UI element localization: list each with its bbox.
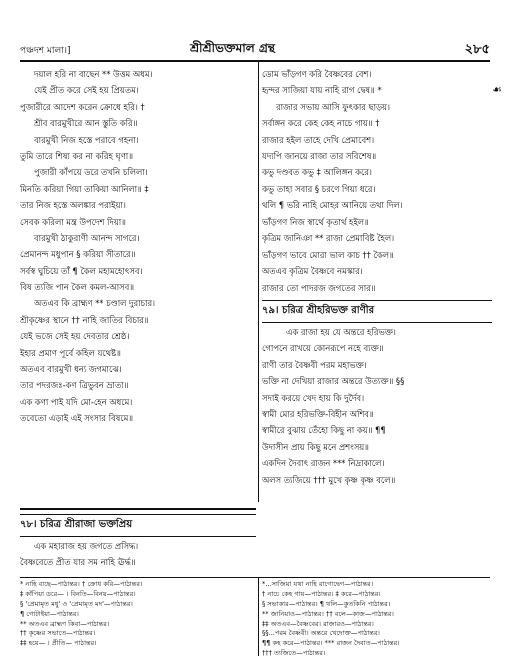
verse-line: রাণী তার বৈষ্ণবী পরম মহাভক্ত। <box>262 359 367 370</box>
verse-line: তুমি তারে শিষ্য কর না করিহ ঘৃণা॥ <box>20 150 133 161</box>
verse-line: সর্বাঙ্গন করে কেহ কেহ নাচে গায়॥ † <box>262 118 380 129</box>
footnote: *...সাজিয়া যথা নাহি রাগোদ্বেগ—পাঠান্তর। <box>262 580 374 588</box>
section-heading-79: ৭৯। চরিত্র শ্রীহরিভক্ত রাণীর <box>262 300 492 323</box>
footnote: ** অতএব ব্রাহ্মণ কিবা—পাঠান্তর। <box>20 619 110 628</box>
verse-line: মিনতি করিয়া গিয়া তাকিয়া আনিলা॥ ‡ <box>20 183 149 194</box>
footnote: §§...পরম বৈষ্ণবী। অন্তরে খেদোক্ত—পাঠান্তর। <box>262 629 380 638</box>
verse-line: সেবক করিলা মন্ত্র উপদেশ দিয়া॥ <box>20 216 126 227</box>
verse-line: শ্রীকৃষ্ণের স্থানে †† নাহি জাতির বিচার॥ <box>20 314 149 325</box>
verse-line: অলস ত্যজিয়ে ††† মুখে কৃষ্ণ কৃষ্ণ বলে॥ <box>262 474 396 485</box>
verse-line: অতএব বারমুখী ধন্য জগমাঝে। <box>20 364 122 375</box>
verse-line: স্বামীরে বুঝায় তেঁহো কিছু না কয়॥ ¶¶ <box>262 425 386 436</box>
verse-line: তার নিজ হস্তে অলঙ্কার পরাইয়া। <box>20 200 126 211</box>
header-book-title: শ্রীশ্রীভক্তমাল গ্রন্থ <box>190 41 275 55</box>
verse-line: বারমুখী নিজ হস্তে পরাবে গহনা। <box>34 134 139 145</box>
verse-line: ইহার প্রমাণ পূর্বে কহিল যথেষ্ট॥ <box>20 347 121 358</box>
verse-line: ভাঁড়গণ নিজ স্বার্থে কৃতার্থ হইল॥ <box>262 217 369 227</box>
verse-line: এক রাজা হয় যে অন্তরে হরিভক্ত। <box>286 327 396 337</box>
header-series: পঞ্চদশ মালা।] <box>20 46 71 56</box>
verse-line: স্বামী মোর হরিভক্তি-বিহীন অশিব॥ <box>262 408 374 419</box>
verse-line: যদ্যপি জানয়ে রাজা তার সবিশেষ॥ <box>262 150 377 161</box>
header-rule <box>20 60 490 62</box>
verse-line: পুজারী কাঁপয়ে ডরে তখনি চলিলা। <box>34 167 148 178</box>
verse-line: এক মহারাজ হয় জগতে প্রসিদ্ধ। <box>34 541 139 551</box>
verse-line: রাজার তো পাদরজ জগতের সার॥ <box>262 282 376 293</box>
verse-line: বৈষ্ণবেতে প্রীত যার সম নাহি ঊর্দ্ধ॥ <box>20 557 136 568</box>
left-column-section <box>20 538 256 571</box>
verse-line: সর্বস্ব ঘুচিয়ে তাঁ ¶ কৈল মহামহোৎসব। <box>20 265 143 276</box>
right-column <box>262 66 492 214</box>
footnote: ** জানিয়াও—পাঠান্তর। †† বলে—কাজ—পাঠান্তর। <box>262 609 394 618</box>
verse-line: তবেতো এড়াই এই সংসার বিষমে॥ <box>20 413 134 424</box>
verse-line: কৃত্রিম জানিঞা ** রাজা প্রেমাবিষ্ট হৈল। <box>262 233 395 244</box>
verse-line: গোপনে রাখয়ে কোনরূপে নহে ব্যক্ত॥ <box>262 343 384 354</box>
verse-line: শ্রীব বারমুখীরে আন স্তুতি করি॥ <box>34 118 138 129</box>
verse-line: তার পদরজঃ-কণ ত্রিভুবন ভ্রাতা॥ <box>20 380 129 391</box>
footnote: ‡‡ হয়ে— । প্রীতি— পাঠান্তর। <box>20 639 97 648</box>
ink-stamp-mark: ☙ <box>492 83 502 96</box>
footnote: †† কৃষ্ণের সভাতে—পাঠান্তর। <box>20 629 96 638</box>
verse-line: অতএব কৃত্রিম বৈষ্ণবে নমস্কার। <box>262 266 363 277</box>
verse-line: যেই প্রীত করে সেই হয় প্রিয়তম। <box>34 85 139 96</box>
verse-line: এক কণা পাই যদি মো-হেন অধমে। <box>20 396 133 407</box>
left-column <box>20 66 256 427</box>
footnote: † নাচে কেহ গায়—পাঠান্তর। ‡ করে—পাঠান্তর। <box>262 589 381 598</box>
section-rule <box>20 508 256 510</box>
verse-line: পুজারীরে আদেশ করেন ক্রোধে হরি। † <box>20 101 145 112</box>
footnote: * নাহি বাছে—পাঠান্তর। † ক্রোধ করি—পাঠান্তর। <box>20 580 143 588</box>
verse-line: অতএব কি ব্রাহ্মণ ** চণ্ডাল দুরাচার। <box>34 298 156 309</box>
running-header <box>20 40 490 58</box>
footnote: § 'প্রেমামৃত মধু' ও 'প্রেমামৃত মদ'—পাঠান্তর। <box>20 599 133 608</box>
verse-line: রাজার সভায় আসি ফুৎকার ছাড়য়। <box>276 101 390 112</box>
verse-line: প্রেমানন্দ মধুপান § করিয়া সীতারে॥ <box>20 249 136 260</box>
right-column-continued <box>262 214 492 296</box>
verse-line: একদিন দৈবাৎ রাজন *** নিদ্রাকালে। <box>262 458 385 469</box>
verse-line: কভু তাহা সবার § চরণে গিয়া ধরে। <box>262 183 376 194</box>
footnote: ‡‡ অতএব—বৈষ্ণবের। রাজারও—পাঠান্তর। <box>262 619 374 628</box>
verse-line: কভু দণ্ডবত কভু ‡ আলিঙ্গন করে। <box>262 167 372 178</box>
footnote: ††† ত্যজিতে—পাঠান্তর। <box>262 649 326 658</box>
column-divider <box>258 62 259 502</box>
verse-line: ভক্তি না দেখিয়া রাজার অন্তরে উত্যক্ত॥ §§ <box>262 376 405 387</box>
footnote: § সভাকার—পাঠান্তর। ¶ থলি—কুতকিনি পাঠান্তর। <box>262 599 391 608</box>
footnotes-right <box>262 580 492 659</box>
footnotes-left <box>20 580 256 649</box>
footnote: ‡ কাঁপিয়া ডরে— । বিনতি—বিনয়—পাঠান্তর। <box>20 589 136 598</box>
footnote-rule <box>20 577 490 578</box>
verse-line: উদাসীন প্রায় কিছু মনে প্রশংসয়॥ <box>262 441 369 452</box>
verse-line: রাজার হইল তাহে দেখি প্রেমাবেশ। <box>262 134 375 145</box>
verse-line: হৃন্দর সাজিয়া যায় নাহি রাগ দ্বেষ॥ * <box>262 85 382 96</box>
footnote-divider <box>258 578 259 656</box>
right-column-section <box>262 324 492 488</box>
header-page-number: ২৮৫ <box>464 42 490 57</box>
verse-line: সদাই করয়ে খেদ হায় কি দুর্দৈব। <box>262 392 365 403</box>
verse-line: বারমুখী ঠাকুরাণী আনন্দ সাগরে। <box>34 232 140 243</box>
footnote: ¶ গোটাইয়া—পাঠান্তর। <box>20 609 79 618</box>
footnote: ¶¶ কহ করে—পাঠান্তর। *** রাজন দৈবাত—পাঠান্তর। <box>262 639 400 648</box>
verse-line: দয়াল হরি না বাছেন ** উত্তম অধম। <box>34 69 153 79</box>
verse-line: থলি ¶ ভরি নাহি মোহর আনিয়ে তথা দিল। <box>262 200 403 211</box>
section-heading-78: ৭৮। চরিত্র শ্রীরাজা ভক্তপ্রিয় <box>20 514 256 537</box>
verse-line: ডোম ভাঁড়গণ করি বৈষ্ণবের বেশ। <box>262 69 372 79</box>
verse-line: বিষ ত্যজি পান কৈল কমল-আসব॥ <box>20 282 134 293</box>
verse-line: যেই ভজে সেই হয় দেবতার শ্রেষ্ঠ। <box>20 331 130 342</box>
verse-line: ভাঁড়গণ ভাবে মোরা ভাল কাচ †† কৈল॥ <box>262 249 394 260</box>
